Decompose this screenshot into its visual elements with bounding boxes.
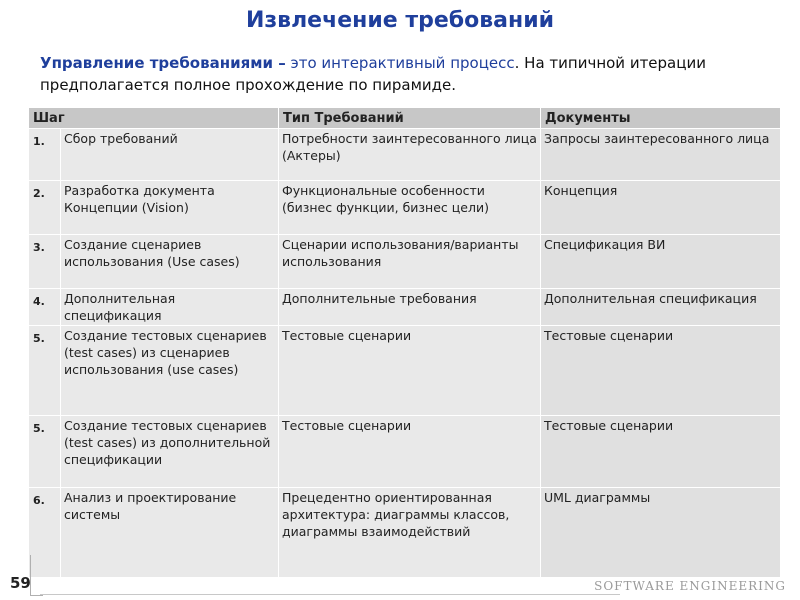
table-row bbox=[29, 235, 781, 289]
header-step: Шаг bbox=[29, 108, 279, 129]
row-number: 5. bbox=[29, 326, 61, 416]
footer-divider bbox=[40, 594, 620, 595]
row-document: Концепция bbox=[541, 181, 781, 235]
corner-bracket bbox=[30, 555, 43, 596]
row-type: Тестовые сценарии bbox=[279, 416, 541, 488]
table-row bbox=[29, 488, 781, 578]
table-row bbox=[29, 326, 781, 416]
row-step: Разработка документа Концепции (Vision) bbox=[61, 181, 279, 235]
row-step: Сбор требований bbox=[61, 129, 279, 181]
header-documents: Документы bbox=[541, 108, 781, 129]
row-document: Тестовые сценарии bbox=[541, 326, 781, 416]
header-type: Тип Требований bbox=[279, 108, 541, 129]
row-step: Создание тестовых сценариев (test cases) из дополнительной спецификации bbox=[61, 416, 279, 488]
table-row bbox=[29, 416, 781, 488]
row-step: Создание сценариев использования (Use cases) bbox=[61, 235, 279, 289]
row-number: 1. bbox=[29, 129, 61, 181]
row-type: Тестовые сценарии bbox=[279, 326, 541, 416]
table-header-row bbox=[29, 108, 781, 129]
row-number: 6. bbox=[29, 488, 61, 578]
page-number: 59 bbox=[10, 574, 31, 592]
requirements-table bbox=[28, 107, 781, 578]
row-document: Спецификация ВИ bbox=[541, 235, 781, 289]
intro-term: Управление требованиями – bbox=[40, 54, 286, 72]
row-document: UML диаграммы bbox=[541, 488, 781, 578]
row-document: Дополнительная спецификация bbox=[541, 289, 781, 326]
row-type: Прецедентно ориентированная архитектура: диаграммы классов, диаграммы взаимодействий bbox=[279, 488, 541, 578]
table-row bbox=[29, 289, 781, 326]
row-step: Анализ и проектирование системы bbox=[61, 488, 279, 578]
row-type: Сценарии использования/варианты использования bbox=[279, 235, 541, 289]
row-number: 4. bbox=[29, 289, 61, 326]
row-step: Дополнительная спецификация bbox=[61, 289, 279, 326]
table-row bbox=[29, 129, 781, 181]
slide-title: Извлечение требований bbox=[245, 8, 555, 33]
row-type: Потребности заинтересованного лица (Актеры) bbox=[279, 129, 541, 181]
intro-paragraph bbox=[40, 52, 740, 96]
intro-lead: это интерактивный процесс bbox=[285, 54, 515, 72]
row-step: Создание тестовых сценариев (test cases) из сценариев использования (use cases) bbox=[61, 326, 279, 416]
row-type: Дополнительные требования bbox=[279, 289, 541, 326]
row-type: Функциональные особенности (бизнес функции, бизнес цели) bbox=[279, 181, 541, 235]
brand-label: SOFTWARE ENGINEERING bbox=[594, 579, 786, 593]
row-number: 3. bbox=[29, 235, 61, 289]
row-number: 2. bbox=[29, 181, 61, 235]
row-document: Тестовые сценарии bbox=[541, 416, 781, 488]
intro-rest: . На типичной итерации предполагается полное прохождение по пирамиде. bbox=[40, 54, 706, 94]
row-document: Запросы заинтересованного лица bbox=[541, 129, 781, 181]
row-number: 5. bbox=[29, 416, 61, 488]
table-row bbox=[29, 181, 781, 235]
